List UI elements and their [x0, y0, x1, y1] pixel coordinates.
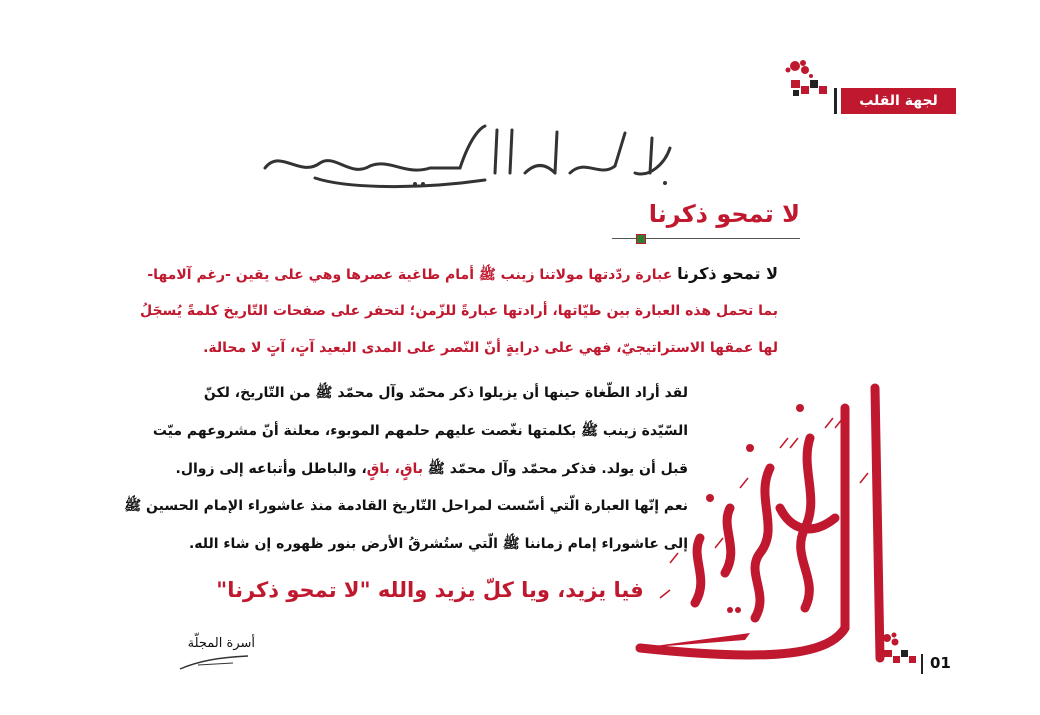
decorative-dots-icon — [783, 58, 833, 100]
page-divider — [921, 654, 923, 674]
decorative-dots-icon — [878, 632, 920, 668]
body-line-3-highlight: باقٍ، باقٍ — [366, 461, 424, 477]
intro-line-2: بما تحمل هذه العبارة بين طيّاتها، أرادتها عبارةً للزّمن؛ لتحفر على صفحات التّاريخ كلمةً يُسجَلُ — [139, 303, 778, 319]
article-title: لا تمحو ذكرنا — [648, 200, 800, 228]
calligraphy-art — [630, 378, 900, 678]
intro-line-1-text: عبارة ردّدتها مولاتنا زينب ﷺ أمام طاغية عصرها وهي على يقين -رغم آلامها- — [147, 267, 673, 283]
body-line-1: لقد أراد الطّغاة حينها أن يزيلوا ذكر محمّد وآل محمّد ﷺ من التّاريخ، لكنّ — [203, 385, 688, 401]
intro-lead: لا تمحو ذكرنا — [677, 264, 778, 283]
body-line-4: نعم إنّها العبارة الّتي أسّست لمراحل التّاريخ القادمة منذ عاشوراء الإمام الحسين ﷺ — [124, 498, 688, 514]
page-number: 01 — [930, 654, 951, 672]
title-marker — [636, 234, 646, 244]
intro-line-1 — [147, 264, 778, 286]
signature-swoosh — [178, 655, 250, 671]
closing-quote: فيا يزيد، ويا كلّ يزيد والله "لا تمحو ذكرنا" — [216, 578, 644, 602]
body-line-3-b: ، والباطل وأتباعه إلى زوال. — [175, 461, 367, 477]
body-line-5: إلى عاشوراء إمام زماننا ﷺ الّتي ستُشرقُ الأرض بنور ظهوره إن شاء الله. — [188, 536, 688, 552]
body-line-2: السّيّدة زينب ﷺ بكلمتها نغّصت عليهم حلمهم الموبوء، معلنة أنّ مشروعهم ميّت — [152, 423, 688, 439]
intro-line-3: لها عمقها الاستراتيجيّ، فهي على درايةٍ أنّ النّصر على المدى البعيد آتٍ، آتٍ لا محالة. — [203, 340, 778, 356]
badge-divider — [834, 88, 837, 114]
body-line-3 — [128, 460, 688, 480]
body-line-3-a: قبل أن يولد. فذكر محمّد وآل محمّد ﷺ — [427, 461, 688, 477]
basmala-calligraphy — [255, 118, 680, 193]
signature-text: أسرة المجلّة — [187, 636, 255, 651]
section-badge: لجهة القلب — [841, 88, 956, 114]
